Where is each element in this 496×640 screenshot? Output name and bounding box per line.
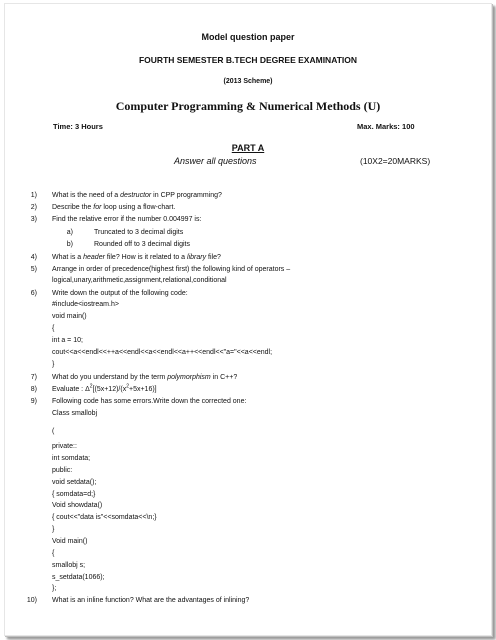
question-text: What do you understand by the term polymorphism in C++? <box>52 374 238 381</box>
code-line: { cout<<"data is"<<somdata<<\n;} <box>52 514 157 521</box>
question-text: Evaluate : $\Delta^2[(5x+12)/(x^2+5x+16)]$ <box>52 383 157 393</box>
question-paper-page <box>4 3 492 636</box>
subquestion-text: Truncated to 3 decimal digits <box>94 229 184 236</box>
subject-title: Computer Programming & Numerical Methods (U) <box>115 99 381 113</box>
question-text: What is the need of a destructor in CPP programming? <box>52 192 222 199</box>
subquestion-text: Rounded off to 3 decimal digits <box>94 241 190 248</box>
max-marks: Max. Marks: 100 <box>357 122 415 131</box>
paper-title: Model question paper <box>201 32 295 42</box>
code-line: } <box>52 526 55 533</box>
exam-name: FOURTH SEMESTER B.TECH DEGREE EXAMINATION <box>138 55 358 65</box>
code-line: #include<iostream.h> <box>52 301 119 308</box>
code-line: { somdata=d;} <box>52 491 96 498</box>
code-line: } <box>52 361 55 368</box>
code-line: int somdata; <box>52 455 91 462</box>
part-instruction: Answer all questions <box>174 156 257 166</box>
question-text: logical,unary,arithmetic,assignment,relational,conditional <box>52 277 227 284</box>
code-line: Void main() <box>52 538 88 545</box>
code-line: s_setdata(1066); <box>52 574 105 581</box>
question-text: What is a header file? How is it related to a library file? <box>52 254 221 261</box>
code-line: cout<<a<<endl<<++a<<endl<<a<<endl<<a++<<endl<<"a="<<a<<endl; <box>52 349 273 356</box>
question-text: Arrange in order of precedence(highest first) the following kind of operators – <box>52 266 291 273</box>
part-title: PART A <box>231 143 265 153</box>
code-line: void setdata(); <box>52 479 97 486</box>
question-number: 8) <box>30 386 37 393</box>
code-line: public: <box>52 467 73 474</box>
subquestion-letter: b) <box>66 241 73 248</box>
code-line: ( <box>52 428 55 435</box>
code-line: smallobj s; <box>52 562 86 569</box>
subquestion-letter: a) <box>66 229 73 236</box>
scheme: (2013 Scheme) <box>223 78 273 85</box>
code-line: { <box>52 325 55 332</box>
question-text: Following code has some errors.Write down the corrected one: <box>52 398 247 405</box>
code-line: { <box>52 550 55 557</box>
code-line: int a = 10; <box>52 337 83 344</box>
question-number: 7) <box>30 374 37 381</box>
question-number: 10) <box>26 597 37 604</box>
code-line: }; <box>52 585 57 592</box>
question-number: 2) <box>30 204 37 211</box>
code-line: private:: <box>52 443 77 450</box>
question-number: 9) <box>30 398 37 405</box>
question-number: 6) <box>30 290 37 297</box>
question-text: What is an inline function? What are the advantages of inlining? <box>52 597 250 604</box>
question-text: Find the relative error if the number 0.004997 is: <box>52 216 202 223</box>
question-number: 3) <box>30 216 37 223</box>
code-line: void main() <box>52 313 87 320</box>
code-line: Class smallobj <box>52 410 98 417</box>
question-number: 1) <box>30 192 37 199</box>
part-marks: (10X2=20MARKS) <box>360 156 431 166</box>
code-line: Void showdata() <box>52 502 103 509</box>
question-number: 4) <box>30 254 37 261</box>
time-limit: Time: 3 Hours <box>53 122 103 131</box>
question-number: 5) <box>30 266 37 273</box>
question-text: Write down the output of the following code: <box>52 290 188 297</box>
question-text: Describe the for loop using a flow-chart. <box>52 204 176 211</box>
